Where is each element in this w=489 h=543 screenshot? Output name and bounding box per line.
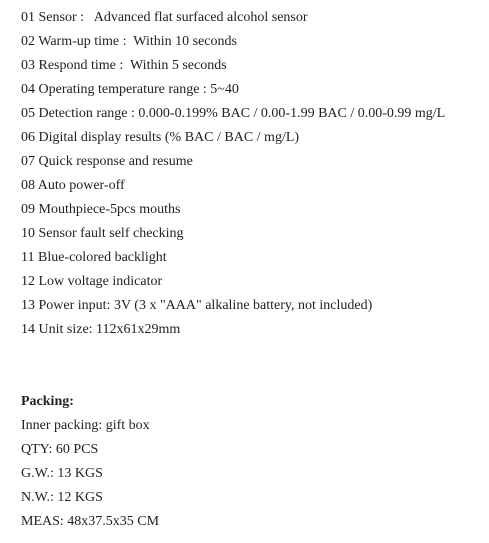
spec-respond-time: 03 Respond time : Within 5 seconds (21, 58, 227, 73)
spec-auto-power-off: 08 Auto power-off (21, 178, 125, 193)
spec-warm-up-time: 02 Warm-up time : Within 10 seconds (21, 34, 237, 49)
spec-mouthpiece: 09 Mouthpiece-5pcs mouths (21, 202, 181, 217)
packing-gross-weight: G.W.: 13 KGS (21, 466, 103, 481)
packing-heading: Packing: (21, 394, 74, 409)
spec-power-input: 13 Power input: 3V (3 x "AAA" alkaline battery, not included) (21, 298, 373, 313)
packing-net-weight: N.W.: 12 KGS (21, 490, 103, 505)
packing-measurement: MEAS: 48x37.5x35 CM (21, 514, 160, 529)
spec-detection-range: 05 Detection range : 0.000-0.199% BAC / 0.00-1.99 BAC / 0.00-0.99 mg/L (21, 106, 446, 121)
spec-digital-display: 06 Digital display results (% BAC / BAC / mg/L) (21, 130, 300, 145)
spec-unit-size: 14 Unit size: 112x61x29mm (21, 322, 181, 337)
spec-backlight: 11 Blue-colored backlight (21, 250, 167, 265)
packing-qty: QTY: 60 PCS (21, 442, 99, 457)
spec-list (21, 6, 489, 342)
packing-list (21, 414, 489, 534)
spec-sensor: 01 Sensor : Advanced flat surfaced alcohol sensor (21, 10, 308, 25)
spec-operating-temperature: 04 Operating temperature range : 5~40 (21, 82, 239, 97)
spec-sensor-fault-check: 10 Sensor fault self checking (21, 226, 184, 241)
packing-inner: Inner packing: gift box (21, 418, 150, 433)
spec-low-voltage-indicator: 12 Low voltage indicator (21, 274, 163, 289)
spec-quick-response: 07 Quick response and resume (21, 154, 193, 169)
packing-section (21, 390, 489, 534)
